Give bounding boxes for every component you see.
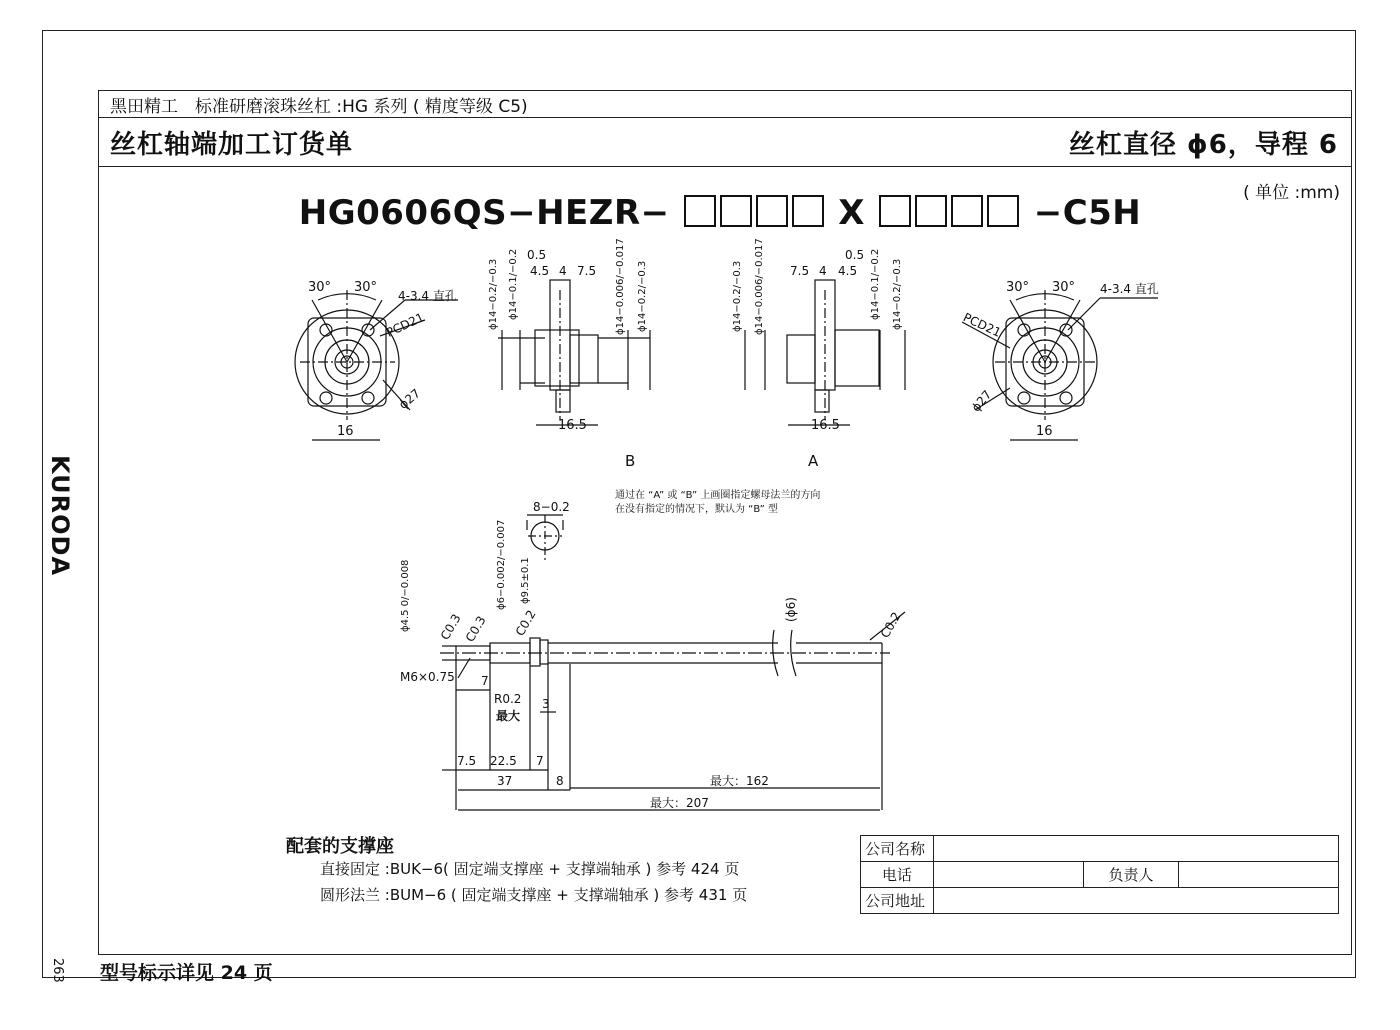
view-label-a[interactable]: A: [808, 452, 819, 470]
company-name-field[interactable]: [934, 836, 1339, 862]
phi14-label-b2: ϕ14−0.1/−0.2: [508, 248, 519, 320]
max-162-label: 最大：162: [710, 774, 769, 788]
phi14-label-b4: ϕ14−0.2/−0.3: [637, 260, 648, 332]
company-name-label: 公司名称: [861, 836, 934, 862]
width16-label-b: 16: [337, 424, 354, 439]
phi14-label-a3: ϕ14−0.1/−0.2: [870, 248, 881, 320]
phi14-label-a1: ϕ14−0.2/−0.3: [732, 260, 743, 332]
dim-8-label: 8−0.2: [533, 500, 570, 514]
phi4-5-label: ϕ4.5 0/−0.008: [400, 559, 411, 632]
header-series-line: 黑田精工 标准研磨滚珠丝杠 :HG 系列 ( 精度等级 C5): [110, 97, 528, 117]
phi14-label-b3: ϕ14−0.006/−0.017: [615, 238, 626, 335]
phi9-5-label: ϕ9.5±0.1: [520, 557, 531, 604]
fillet-label: R0.2: [494, 692, 522, 706]
dim-7-5-b: 7.5: [577, 264, 597, 278]
dim-0-5-b: 0.5: [527, 248, 547, 262]
c02-label-2: C0.2: [877, 609, 904, 641]
dim-7-5-a: 7.5: [790, 264, 810, 278]
model-separator: X: [838, 193, 866, 233]
dim-7-label-1: 7: [481, 674, 489, 688]
holes-label-a: 4-3.4 直孔: [1100, 282, 1159, 296]
dia27-label-b: ϕ27: [396, 386, 423, 412]
support-line-2: 圆形法兰 :BUM−6 ( 固定端支撑座 + 支撑端轴承 ) 参考 431 页: [320, 886, 748, 904]
dim-37-shaft: 37: [497, 774, 513, 788]
angle-label-a2: 30°: [1052, 280, 1076, 295]
flange-direction-note-1: 通过在 “A” 或 “B” 上画圈指定螺母法兰的方向: [615, 490, 821, 501]
dim-4-5-b: 4.5: [530, 264, 550, 278]
max-207-label: 最大：207: [650, 796, 709, 810]
c02-label-1: C0.2: [512, 607, 539, 639]
angle-label-b1: 30°: [308, 280, 332, 295]
page-number: 263: [50, 958, 65, 983]
model-prefix: HG0606QS−HEZR−: [298, 193, 670, 233]
support-line-1: 直接固定 :BUK−6( 固定端支撑座 + 支撑端轴承 ) 参考 424 页: [320, 860, 740, 878]
dim-7-label-2: 7: [536, 754, 544, 768]
view-label-b[interactable]: B: [625, 452, 636, 470]
dim-3-label: 3: [542, 697, 550, 711]
dim-0-5-a: 0.5: [845, 248, 865, 262]
dim-4-5-a: 4.5: [838, 264, 858, 278]
contact-label: 负责人: [1083, 862, 1178, 888]
c03-label-2: C0.3: [462, 613, 489, 645]
dim-4-a: 4: [819, 264, 827, 278]
address-label: 公司地址: [861, 888, 934, 914]
angle-label-b2: 30°: [354, 280, 378, 295]
brand-logo: KURODA: [46, 455, 74, 577]
dim-8-shaft: 8: [556, 774, 564, 788]
width16-5-label-a: 16.5: [811, 418, 840, 433]
thread-label: M6×0.75: [400, 670, 455, 684]
max-label: 最大: [496, 709, 521, 723]
unit-label: ( 单位 :mm): [1243, 183, 1340, 203]
order-info-table: [860, 835, 1339, 914]
phi14-label-a2: ϕ14−0.006/−0.017: [754, 238, 765, 335]
dia27-label-a: ϕ27: [968, 387, 995, 415]
phi6-paren-label: (ϕ6): [784, 597, 798, 622]
angle-label-a1: 30°: [1006, 280, 1030, 295]
dim-22-5-shaft: 22.5: [490, 754, 517, 768]
phi14-label-b1: ϕ14−0.2/−0.3: [488, 258, 499, 330]
width16-5-label-b: 16.5: [558, 418, 587, 433]
dim-7-5-shaft: 7.5: [457, 754, 477, 768]
phi6-tol-label: ϕ6−0.002/−0.007: [496, 519, 507, 610]
phone-field[interactable]: [934, 862, 1084, 888]
page-title: 丝杠轴端加工订货单: [110, 130, 354, 160]
spec-title: 丝杠直径 ϕ6，导程 6: [1069, 130, 1338, 160]
pcd-label-a: PCD21: [960, 310, 1004, 340]
support-title: 配套的支撑座: [286, 836, 394, 857]
holes-label-b: 4-3.4 直孔: [398, 289, 457, 303]
footer-note: 型号标示详见 24 页: [100, 962, 273, 984]
width16-label-a: 16: [1036, 424, 1053, 439]
phi14-label-a4: ϕ14−0.2/−0.3: [892, 258, 903, 330]
address-field[interactable]: [934, 888, 1339, 914]
contact-field[interactable]: [1179, 862, 1339, 888]
phone-label: 电话: [861, 862, 934, 888]
dim-4-b: 4: [559, 264, 567, 278]
model-suffix: −C5H: [1033, 193, 1142, 233]
pcd-label-b: PCD21: [383, 310, 427, 340]
flange-direction-note-2: 在没有指定的情况下，默认为 “B” 型: [615, 504, 779, 515]
c03-label-1: C0.3: [437, 611, 464, 643]
